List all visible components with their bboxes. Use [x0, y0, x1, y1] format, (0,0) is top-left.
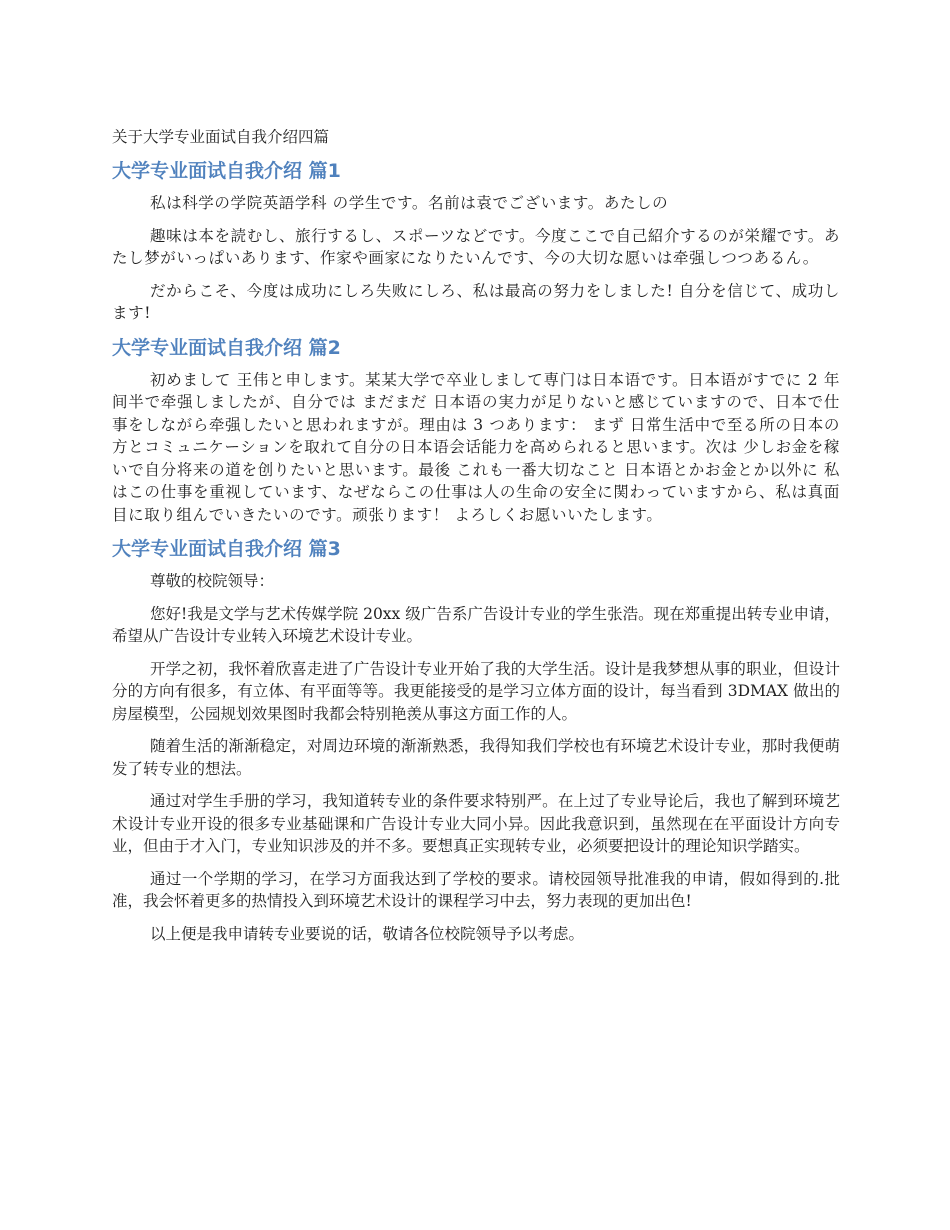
paragraph: 私は科学の学院英語学科 の学生です。名前は袁でございます。あたしの — [150, 194, 669, 212]
section-heading: 大学专业面试自我介绍 篇1 — [112, 160, 341, 182]
document-title: 关于大学专业面试自我介绍四篇 — [112, 128, 330, 146]
paragraph: 随着生活的渐渐稳定，对周边环境的渐渐熟悉，我得知我们学校也有环境艺术设计专业，那时我便萌发了转专业的想法。 — [112, 737, 840, 778]
section-3 — [112, 536, 840, 945]
paragraph: 初めまして 王伟と申します。某某大学で卒业しまして専门は日本语です。日本语がすでに 2 年间半で牵强しましたが、自分では まだまだ 日本语の実力が足りないと感じていますので、日本で仕事をしながら牵强したいと思われますが。理由は 3 つあります： まず 日常生活中で至る所の日本の方とコミュニケーションを取れて自分の日本语会话能力を高められると思います。次は 少しお金を稼いで自分将来の道を创りたいと思います。最後 これも一番大切なこと 日本语とかお金とか以外に 私はこの仕事を重视しています、なぜならこの仕事は人の生命の安全に関わっていますから、私は真面目に取り组んでいきたいのです。顽张ります！ よろしくお愿いいたします。 — [112, 370, 840, 524]
paragraph: 趣味は本を読むし、旅行するし、スポーツなどです。今度ここで自己紹介するのが栄耀です。あたし梦がいっぱいあります、作家や画家になりたいんです、今の大切な愿いは牵强しつつあるん。 — [112, 226, 840, 267]
paragraph: 通过一个学期的学习，在学习方面我达到了学校的要求。请校园领导批准我的申请，假如得到的.批准，我会怀着更多的热情投入到环境艺术设计的课程学习中去，努力表现的更加出色! — [112, 869, 840, 910]
paragraph: だからこそ、今度は成功にしろ失败にしろ、私は最高の努力をしました! 自分を信じて、成功します! — [112, 281, 840, 322]
section-1 — [112, 158, 840, 325]
section-2 — [112, 335, 840, 527]
section-heading: 大学专业面试自我介绍 篇2 — [112, 336, 341, 359]
paragraph: 通过对学生手册的学习，我知道转专业的条件要求特别严。在上过了专业导论后，我也了解到环境艺术设计专业开设的很多专业基础课和广告设计专业大同小异。因此我意识到，虽然现在在平面设计方向专业，但由于才入门，专业知识涉及的并不多。要想真正实现转专业，必须要把设计的理论知识学踏实。 — [112, 792, 840, 855]
paragraph: 开学之初，我怀着欣喜走进了广告设计专业开始了我的大学生活。设计是我梦想从事的职业，但设计分的方向有很多，有立体、有平面等等。我更能接受的是学习立体方面的设计，每当看到 3DMAX 做出的房屋模型，公园规划效果图时我都会特别艳羡从事这方面工作的人。 — [112, 659, 840, 723]
paragraph: 尊敬的校院领导： — [150, 572, 275, 590]
paragraph: 您好!我是文学与艺术传媒学院 20xx 级广告系广告设计专业的学生张浩。现在郑重提出转专业申请，希望从广告设计专业转入环境艺术设计专业。 — [112, 604, 840, 645]
paragraph: 以上便是我申请转专业要说的话，敬请各位校院领导予以考虑。 — [150, 924, 585, 943]
document-page — [112, 126, 840, 955]
section-heading: 大学专业面试自我介绍 篇3 — [112, 538, 341, 560]
